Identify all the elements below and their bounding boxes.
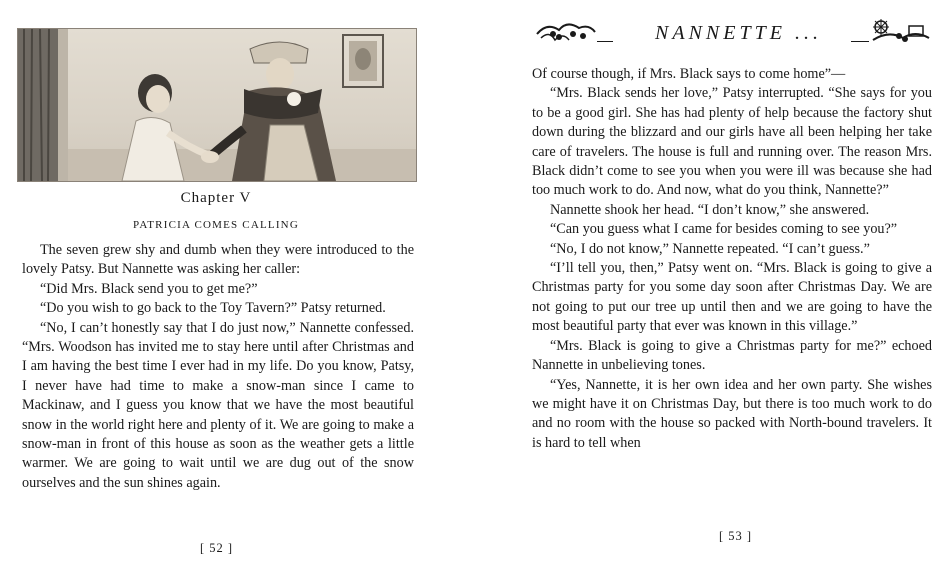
- chapter-title: PATRICIA COMES CALLING: [133, 219, 299, 231]
- paragraph: “Can you guess what I came for besides coming to see you?”: [550, 221, 898, 238]
- illustration-woman-greeting-girl-icon: [18, 29, 416, 181]
- paragraph: “Do you wish to go back to the Toy Tavern?” Patsy returned.: [40, 300, 386, 317]
- chapter-label: Chapter V: [180, 190, 252, 206]
- paragraph: “No, I can’t honestly say that I do just now,” Nannette confessed. “Mrs. Woodson has invited me to stay here until after Christmas and I am having the best time I ever had in my life. Do you know, Patsy, I never have had time to make a snow-man since I came to Mackinaw, and I guess you know that we have the most beautiful snow in the world right here and plenty of it. We are going to make a snow-man in front of this house as soon as the weather gets a little warmer. We are going to wait until we are dug out of the snow ourselves and the sun shines again.: [22, 319, 414, 491]
- paragraph: Of course though, if Mrs. Black says to come home”—: [532, 66, 846, 82]
- paragraph: “I’ll tell you, then,” Patsy went on. “Mrs. Black is going to give a Christmas party for you some day soon after Christmas Day. We are not going to put our tree up until then and we are going to have the most beautiful party that ever was known in this village.”: [532, 260, 932, 335]
- paragraph: “Mrs. Black sends her love,” Patsy interrupted. “She says for you to be a good girl. She has had plenty of help because the factory shut down during the blizzard and our girls have all been helping her take care of travelers. The house is full and running over. The reason Mrs. Black didn’t come to see you when you were ill was because she had too much work to do. And now, what do you think, Nannette?”: [532, 85, 932, 199]
- page-number-right: [ 53 ]: [719, 529, 753, 543]
- paragraph: “No, I do not know,” Nannette repeated. “I can’t guess.”: [550, 240, 870, 257]
- right-body-text: [532, 65, 932, 453]
- paragraph: “Mrs. Black is going to give a Christmas party for me?” echoed Nannette in unbelieving tones.: [532, 337, 932, 374]
- candle-ornament-icon: [869, 18, 933, 44]
- paragraph: The seven grew shy and dumb when they were introduced to the lovely Patsy. But Nannette was asking her caller:: [22, 242, 414, 278]
- page-number-left: [ 52 ]: [200, 541, 234, 555]
- left-body-text: [22, 241, 414, 493]
- paragraph: “Did Mrs. Black send you to get me?”: [40, 280, 258, 297]
- paragraph: “Yes, Nannette, it is her own idea and her own party. She wishes we might have it on Christmas Day, but there is too much work to do and no room with the house so packed with North-bound travelers. It is hard to tell when: [532, 376, 932, 451]
- paragraph: Nannette shook her head. “I don’t know,” she answered.: [550, 201, 870, 218]
- chapter-illustration: [17, 28, 417, 182]
- holly-ornament-icon: [533, 18, 597, 44]
- running-head: [533, 14, 933, 46]
- right-page: [475, 0, 950, 567]
- running-head-title: NANNETTE ...: [655, 22, 822, 44]
